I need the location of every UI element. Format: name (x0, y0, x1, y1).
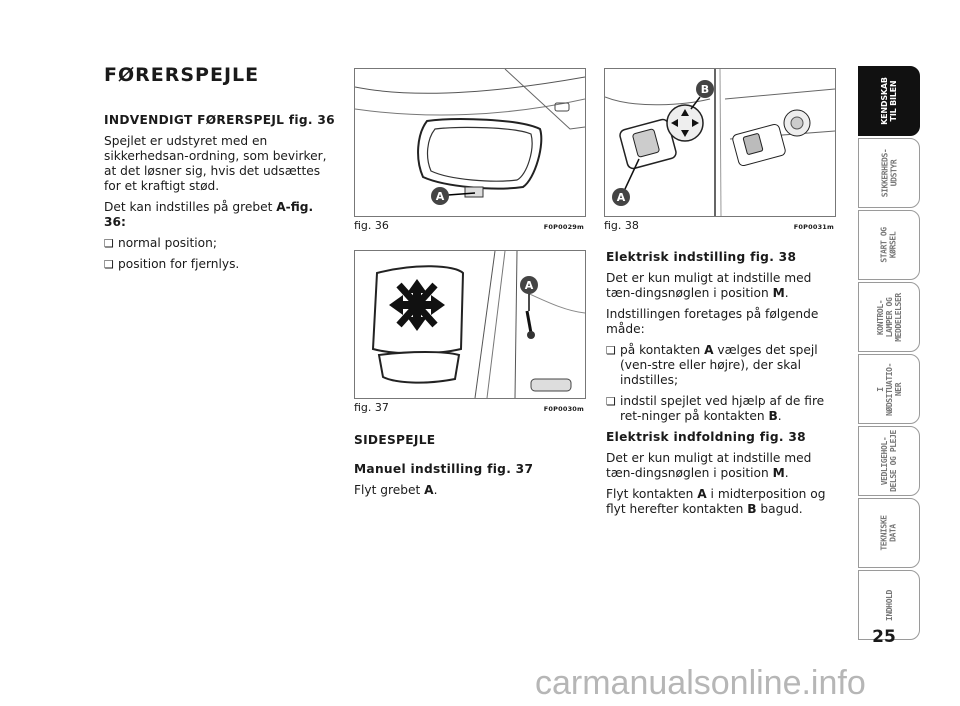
left-paragraph-1: Spejlet er udstyret med en sikkerhedsan-ordning, som bevirker, at det løsner sig, hvis det udsættes for et kraftigt stød. (104, 134, 327, 193)
fig36-caption-text: fig. 36 (354, 219, 389, 232)
left-bullet-1: ❑ normal position; (104, 236, 336, 251)
page-heading: FØRERSPEJLE (104, 64, 260, 86)
fig38-label-b: B (700, 83, 710, 96)
electric-adjust-p2: Indstillingen foretages på følgende måde: (606, 307, 819, 336)
figure-38-image (604, 68, 836, 217)
figure-37-image (354, 250, 586, 399)
figure-37-caption (354, 401, 584, 414)
fig38-caption-text: fig. 38 (604, 219, 639, 232)
middle-column (354, 433, 584, 504)
left-paragraph-2: Det kan indstilles på grebet A-fig. 36: (104, 200, 314, 229)
tab-kontrollamper[interactable]: KONTROL- LAMPER OG MEDDELELSER (858, 282, 920, 352)
electric-adjust-bullet-2: ❑ indstil spejlet ved hjælp af de fire ret-ninger på kontakten B. (606, 394, 838, 424)
fig36-code: F0P0029m (543, 223, 584, 231)
fig37-label-a: A (524, 279, 534, 292)
left-bullet-2: ❑ position for fjernlys. (104, 257, 336, 272)
tab-indhold[interactable]: INDHOLD (858, 570, 920, 640)
fig37-code: F0P0030m (543, 405, 584, 413)
fig38-code: F0P0031m (793, 223, 834, 231)
tab-tekniske-data[interactable]: TEKNISKE DATA (858, 498, 920, 568)
electric-adjust-heading: Elektrisk indstilling fig. 38 (606, 250, 797, 264)
fig36-label-a: A (435, 190, 445, 203)
left-column (104, 113, 336, 278)
tab-kendskab-til-bilen[interactable]: KENDSKAB TIL BILEN (858, 66, 920, 136)
interior-mirror-subheading: INDVENDIGT FØRERSPEJL fig. 36 (104, 113, 335, 127)
electric-adjust-p1: Det er kun muligt at indstille med tæn-dingsnøglen i position M. (606, 271, 812, 300)
figure-36-caption (354, 219, 584, 232)
figure-36-image (354, 68, 586, 217)
electric-fold-heading: Elektrisk indfoldning fig. 38 (606, 430, 806, 444)
tab-nodsituationer[interactable]: I NØDSITUATIO- NER (858, 354, 920, 424)
manual-adjust-text: Flyt grebet A. (354, 483, 438, 497)
watermark: carmanualsonline.info (535, 664, 866, 702)
electric-fold-p2: Flyt kontakten A i midterposition og flyt herefter kontakten B bagud. (606, 487, 826, 516)
page-number: 25 (872, 627, 896, 647)
figure-38-caption (604, 219, 834, 232)
tab-vedligeholdelse[interactable]: VEDLIGEHOL- DELSE OG PLEJE (858, 426, 920, 496)
electric-adjust-bullet-1: ❑ på kontakten A vælges det spejl (ven-stre eller højre), der skal indstilles; (606, 343, 838, 388)
right-column (606, 250, 838, 523)
tab-start-og-korsel[interactable]: START OG KØRSEL (858, 210, 920, 280)
fig37-caption-text: fig. 37 (354, 401, 389, 414)
manual-adjust-subheading: Manuel indstilling fig. 37 (354, 462, 534, 476)
fig38-label-a: A (616, 191, 626, 204)
side-mirror-heading: SIDESPEJLE (354, 433, 436, 447)
electric-fold-p1: Det er kun muligt at indstille med tæn-dingsnøglen i position M. (606, 451, 812, 480)
tab-sikkerhedsudstyr[interactable]: SIKKERHEDS- UDSTYR (858, 138, 920, 208)
